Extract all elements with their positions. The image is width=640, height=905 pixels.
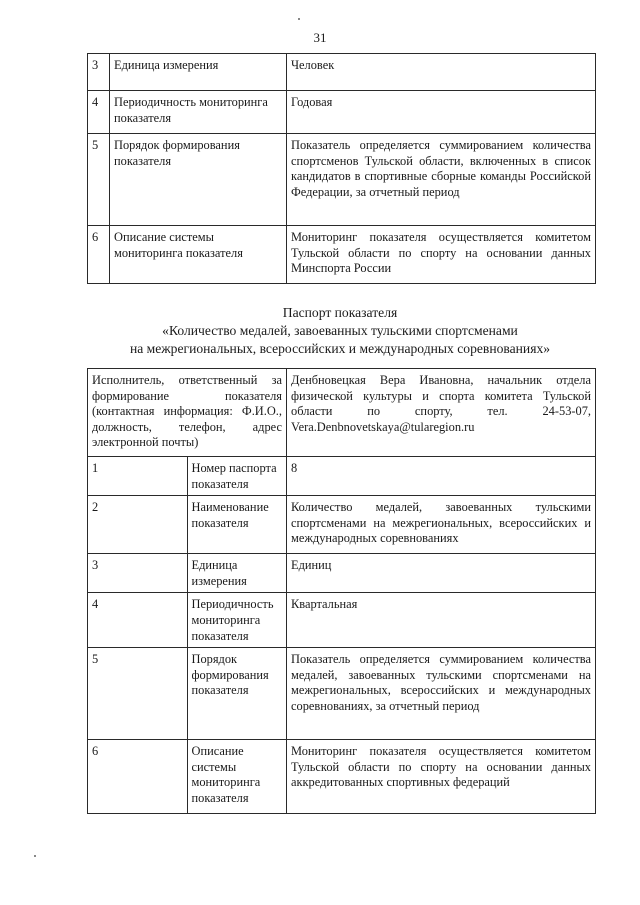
page-number: 31 xyxy=(313,30,327,45)
row-number: 2 xyxy=(88,496,188,554)
row-number: 4 xyxy=(88,91,110,134)
row-value: Единиц xyxy=(287,554,596,593)
row-value: Человек xyxy=(287,54,596,91)
row-number: 3 xyxy=(88,54,110,91)
passport-subtitle-line-1: «Количество медалей, завоеванных тульскими спортсменами xyxy=(162,323,518,338)
row-number: 3 xyxy=(88,554,188,593)
row-number: 6 xyxy=(88,226,110,284)
row-number: 4 xyxy=(88,593,188,648)
row-label: Единица измерения xyxy=(187,554,287,593)
indicator-passport-table xyxy=(87,368,596,814)
row-label: Описание системы мониторинга показателя xyxy=(110,226,287,284)
table-row xyxy=(88,226,596,284)
executor-value: Денбновецкая Вера Ивановна, начальник отдела физической культуры и спорта комитета Тульской области по спорту, тел. 24-53-07, Vera.Denbnovetskaya@tularegion.ru xyxy=(287,369,596,457)
executor-label: Исполнитель, ответственный за формирование показателя (контактная информация: Ф.И.О., должность, телефон, адрес электронной почты) xyxy=(88,369,287,457)
passport-subtitle-line-2: на межрегиональных, всероссийских и международных соревнованиях» xyxy=(129,341,551,356)
row-value: Показатель определяется суммированием количества спортсменов Тульской области, включенных в список кандидатов в спортивные сборные команды Российской Федерации, за отчетный период xyxy=(287,134,596,226)
row-label: Периодичность мониторинга показателя xyxy=(110,91,287,134)
table-row xyxy=(88,54,596,91)
table-row xyxy=(88,554,596,593)
table-row xyxy=(88,134,596,226)
row-value: 8 xyxy=(287,457,596,496)
executor-row xyxy=(88,369,596,457)
table-row xyxy=(88,457,596,496)
passport-title-block xyxy=(60,304,620,358)
row-number: 5 xyxy=(88,648,188,740)
scan-speck xyxy=(298,18,300,20)
table-row xyxy=(88,648,596,740)
row-value: Годовая xyxy=(287,91,596,134)
passport-title: Паспорт показателя xyxy=(282,305,398,320)
row-number: 6 xyxy=(88,740,188,814)
row-label: Периодичность мониторинга показателя xyxy=(187,593,287,648)
row-label: Единица измерения xyxy=(110,54,287,91)
row-value: Квартальная xyxy=(287,593,596,648)
row-value: Показатель определяется суммированием количества медалей, завоеванных тульскими спортсменами на межрегиональных, всероссийских и международных соревнованиях, за отчетный период xyxy=(287,648,596,740)
row-label: Порядок формирования показателя xyxy=(187,648,287,740)
table-row xyxy=(88,740,596,814)
row-value: Количество медалей, завоеванных тульскими спортсменами на межрегиональных, всероссийских и международных соревнованиях xyxy=(287,496,596,554)
row-label: Наименование показателя xyxy=(187,496,287,554)
table-row xyxy=(88,91,596,134)
indicator-table-top xyxy=(87,53,596,284)
row-label: Номер паспорта показателя xyxy=(187,457,287,496)
row-value: Мониторинг показателя осуществляется комитетом Тульской области по спорту на основании данных аккредитованных спортивных федераций xyxy=(287,740,596,814)
row-label: Порядок формирования показателя xyxy=(110,134,287,226)
row-number: 1 xyxy=(88,457,188,496)
row-label: Описание системы мониторинга показателя xyxy=(187,740,287,814)
row-number: 5 xyxy=(88,134,110,226)
row-value: Мониторинг показателя осуществляется комитетом Тульской области по спорту на основании данных Минспорта России xyxy=(287,226,596,284)
table-row xyxy=(88,496,596,554)
scan-speck xyxy=(34,855,36,857)
table-row xyxy=(88,593,596,648)
